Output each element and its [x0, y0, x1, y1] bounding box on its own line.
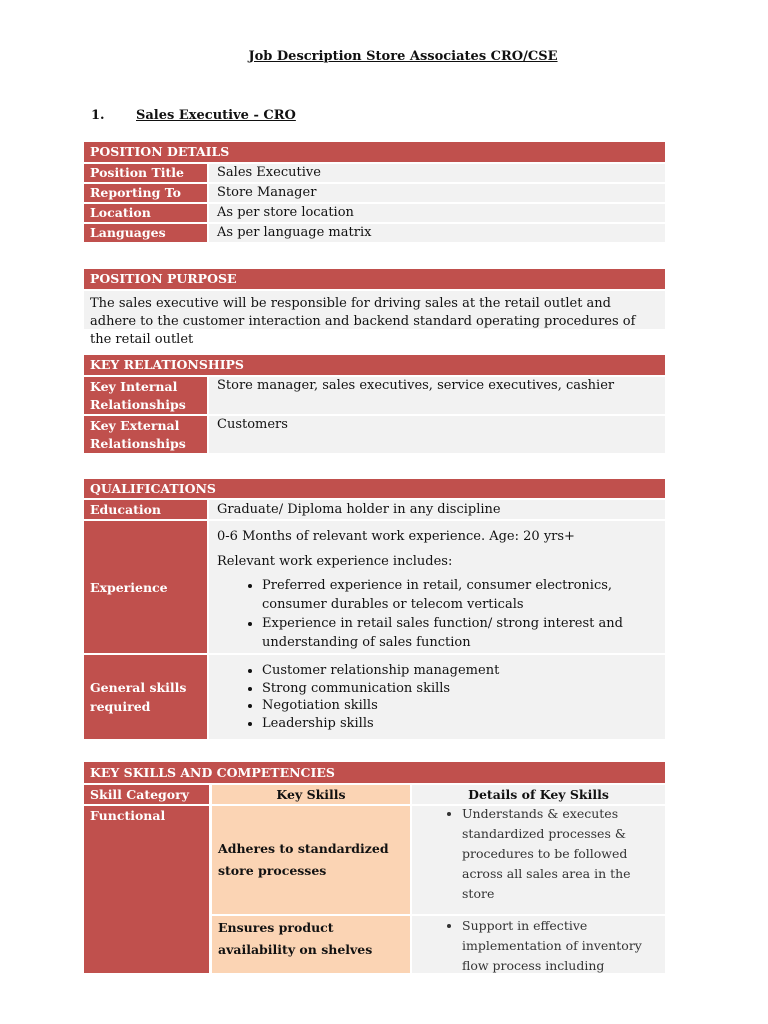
general-skills-value [209, 655, 665, 739]
location-value: As per store location [209, 204, 665, 222]
experience-value [209, 521, 665, 653]
general-skills-bullets [217, 662, 499, 732]
position-details-table [84, 142, 665, 242]
details-cell [412, 916, 665, 973]
experience-line-2: Relevant work experience includes: [217, 554, 453, 569]
details-bullet: • Understands & executes standardized processes & procedures to be followed across all sales area in the store [462, 804, 655, 904]
education-value: Graduate/ Diploma holder in any discipline [209, 500, 665, 519]
document-title: Job Description Store Associates CRO/CSE [248, 49, 558, 64]
details-bullet: • Support in effective implementation of inventory flow process including [462, 916, 655, 973]
experience-bullet: • Experience in retail sales function/ strong interest and understanding of sales function [262, 614, 659, 652]
experience-bullets [217, 576, 659, 652]
key-skills-table [84, 762, 665, 973]
qualifications-header: QUALIFICATIONS [84, 479, 665, 498]
key-skills-col-header: Key Skills [212, 785, 410, 804]
languages-label: Languages [84, 224, 207, 242]
key-skills-column-headers [84, 785, 665, 804]
education-label: Education [84, 500, 207, 519]
section-title: Sales Executive - CRO [136, 108, 296, 123]
experience-label: Experience [84, 521, 207, 653]
position-title-value: Sales Executive [209, 164, 665, 182]
key-skills-body [84, 806, 665, 973]
experience-line-1: 0-6 Months of relevant work experience. Age: 20 yrs+ [217, 529, 575, 544]
general-skill-bullet: • Leadership skills [262, 715, 499, 733]
key-external-label: Key External Relationships [84, 416, 207, 453]
languages-value: As per language matrix [209, 224, 665, 242]
key-internal-label: Key Internal Relationships [84, 377, 207, 414]
general-skill-bullet: • Strong communication skills [262, 680, 499, 698]
key-skill-cell: Adheres to standardized store processes [212, 806, 410, 914]
position-purpose-text: The sales executive will be responsible for driving sales at the retail outlet and adhere to the customer interaction and backend standard operating procedures of the retail outlet [84, 291, 665, 329]
key-internal-value: Store manager, sales executives, service executives, cashier [209, 377, 665, 414]
general-skills-label: General skills required [84, 655, 207, 739]
key-skills-header: KEY SKILLS AND COMPETENCIES [84, 762, 665, 783]
skill-category-functional: Functional [84, 806, 209, 973]
table-row [212, 806, 665, 914]
section-number: 1. [91, 108, 105, 123]
key-skill-cell: Ensures product availability on shelves [212, 916, 410, 973]
reporting-to-value: Store Manager [209, 184, 665, 202]
position-purpose-header: POSITION PURPOSE [84, 269, 665, 289]
position-title-label: Position Title [84, 164, 207, 182]
details-col-header: Details of Key Skills [412, 785, 665, 804]
general-skill-bullet: • Customer relationship management [262, 662, 499, 680]
experience-bullet: • Preferred experience in retail, consumer electronics, consumer durables or telecom verticals [262, 576, 659, 614]
location-label: Location [84, 204, 207, 222]
skill-category-header: Skill Category [84, 785, 209, 804]
key-relationships-table [84, 355, 665, 453]
key-relationships-header: KEY RELATIONSHIPS [84, 355, 665, 375]
table-row [212, 916, 665, 973]
position-purpose-table [84, 269, 665, 347]
key-external-value: Customers [209, 416, 665, 453]
qualifications-table [84, 479, 665, 739]
position-details-header: POSITION DETAILS [84, 142, 665, 162]
reporting-to-label: Reporting To [84, 184, 207, 202]
general-skill-bullet: • Negotiation skills [262, 697, 499, 715]
details-cell [412, 806, 665, 914]
